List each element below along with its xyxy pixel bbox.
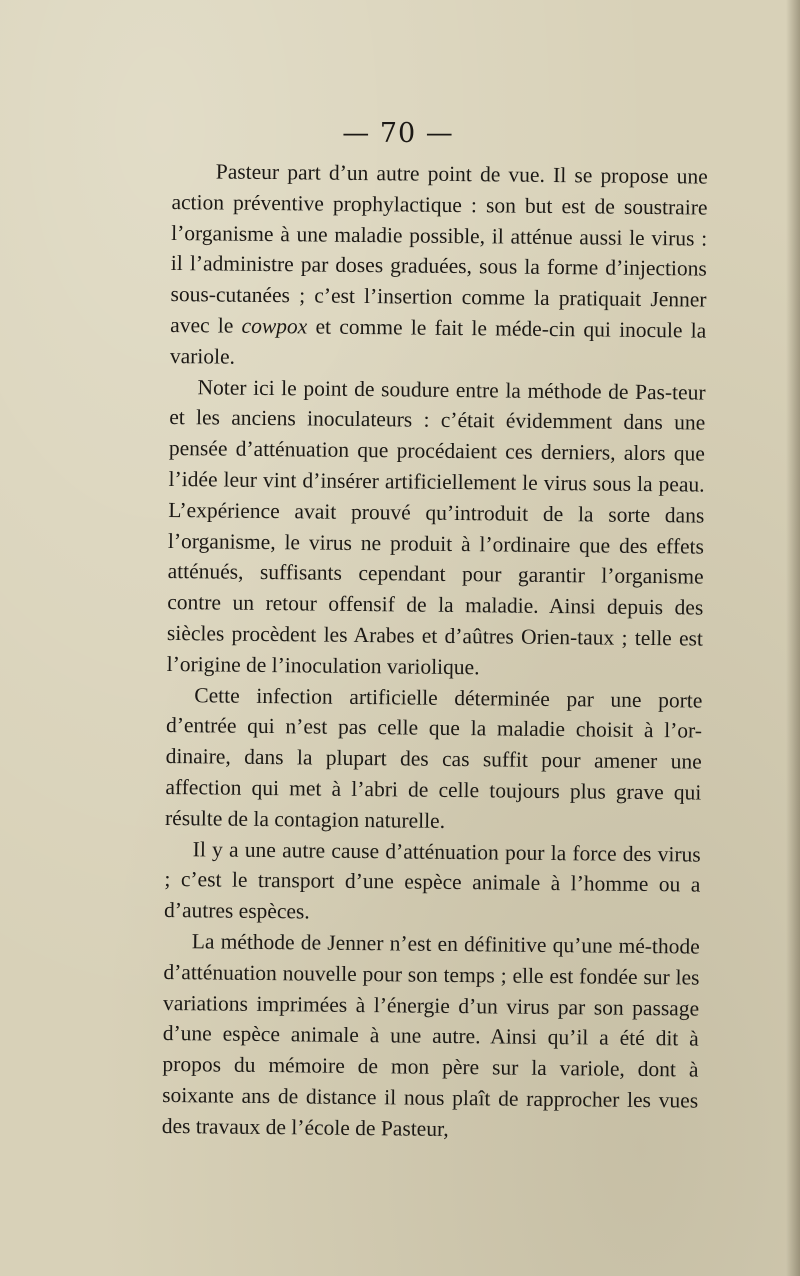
paragraph-3: Cette infection artificielle déterminée par une porte d’entrée qui n’est pas celle que la maladie choisit à l’or-dinaire, dans la plupart des cas suffit pour amener une affection qui met à l’abri de celle toujours plus grave qui résulte de la contagion naturelle.: [164, 682, 703, 833]
body-text: [162, 156, 708, 1147]
paragraph-5: La méthode de Jenner n’est en définitive qu’une mé-thode d’atténuation nouvelle pour son temps ; elle est fondée sur les variations imprimées à l’énergie d’un virus par son passage d’une espèce animale à une autre. Ainsi qu’il a été dit à propos du mémoire de mon père sur la variole, dont à soixante ans de distance il nous plaît de rapprocher les vues des travaux de l’école de Pasteur,: [161, 929, 700, 1141]
paragraph-1: [170, 156, 708, 377]
paragraph-2: Noter ici le point de soudure entre la méthode de Pas-teur et les anciens inoculateurs : c’était évidemment dans une pensée d’atténuation que procédaient ces derniers, alors que l’idée leur vint d’insérer artificiellement le virus sous la peau. L’expérience avait prouvé qu’introduit de la sorte dans l’organisme, le virus ne produit à l’ordinaire que des effets atténués, suffisants cependant pour garantir l’organisme contre un retour offensif de la maladie. Ainsi depuis des siècles procèdent les Arabes et d’aûtres Orien-taux ; telle est l’origine de l’inoculation variolique.: [166, 374, 706, 679]
paragraph-1-after: et comme le fait le méde-cin qui inocule la variole.: [169, 314, 707, 369]
page-number: — 70 —: [342, 118, 454, 149]
paragraph-1-before: Pasteur part d’un autre point de vue. Il se propose une action préventive prophylactique : son but est de soustraire l’organisme à une maladie possible, il atténue aussi le virus : il l’administre par doses graduées, sous la forme d’injections sous-cutanées ; c’est l’insertion comme la pratiquait Jenner avec le: [170, 159, 708, 338]
page-edge-shadow: [786, 0, 800, 1276]
paragraph-4: Il y a une autre cause d’atténuation pour la force des virus ; c’est le transport d’une espèce animale à l’homme ou a d’autres espèces.: [163, 836, 701, 924]
cowpox-term: cowpox: [241, 313, 308, 339]
